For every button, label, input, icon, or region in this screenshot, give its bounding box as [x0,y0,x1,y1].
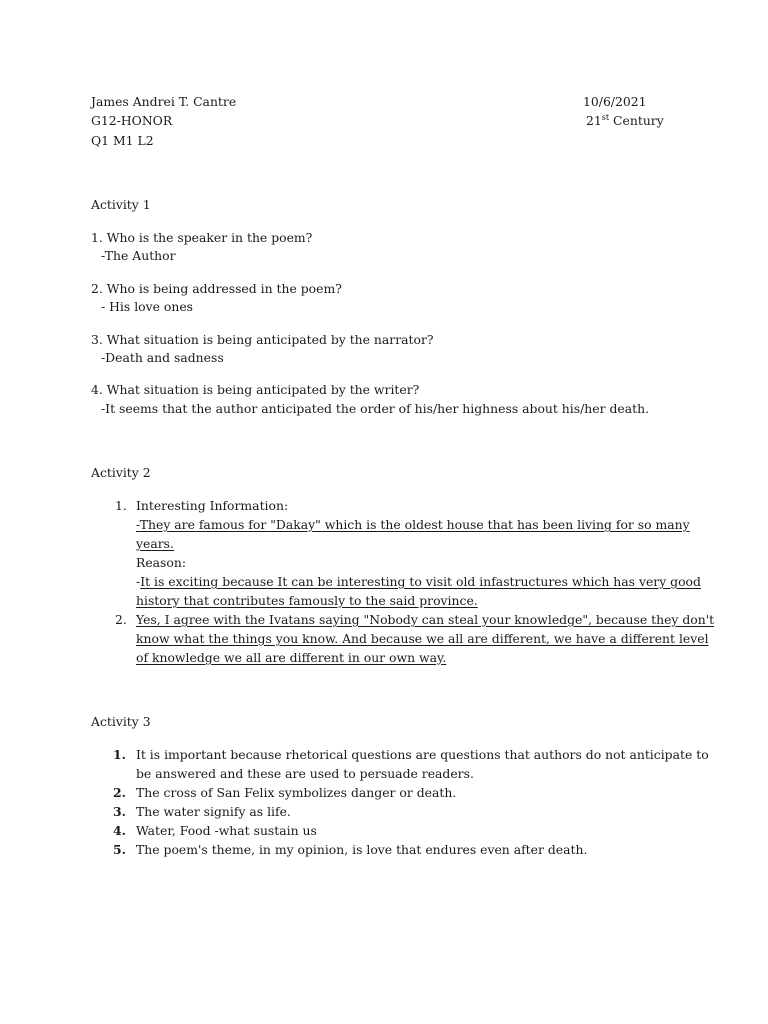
student-name: James Andrei T. Cantre [91,94,237,109]
subject-superscript: st [601,112,610,122]
activity1-title: Activity 1 [91,197,151,212]
module-code: Q1 M1 L2 [91,133,154,148]
document-date: 10/6/2021 [583,94,647,109]
activity1-answer-2: - His love ones [101,299,194,314]
activity3-title: Activity 3 [91,714,151,729]
reason-text-line1: It is exciting because It can be interesting to visit old infastructures which has very good [140,574,701,589]
activity1-question-1: 1. Who is the speaker in the poem? [91,230,313,245]
activity2-item2-number: 2. [115,612,127,627]
activity3-item5-text: The poem's theme, in my opinion, is love that endures even after death. [136,842,588,857]
activity2-info-line1: -They are famous for "Dakay" which is the oldest house that has been living for so many [136,517,690,532]
activity1-answer-4: -It seems that the author anticipated the order of his/her highness about his/her death. [101,401,650,416]
activity3-item4-text: Water, Food -what sustain us [136,823,317,838]
activity2-reason-label: Reason: [136,555,187,570]
activity2-info-line2: years. [136,536,174,551]
activity3-item4-number: 4. [113,823,126,838]
activity3-item3-number: 3. [113,804,126,819]
activity2-title: Activity 2 [91,465,151,480]
activity3-item5-number: 5. [113,842,126,857]
activity3-item1-line1: It is important because rhetorical questions are questions that authors do not anticipate to [136,747,709,762]
activity3-item2-text: The cross of San Felix symbolizes danger or death. [136,785,457,800]
activity2-item2-line1: Yes, I agree with the Ivatans saying "Nobody can steal your knowledge", because they don't [136,612,715,627]
activity1-question-3: 3. What situation is being anticipated by the narrator? [91,332,434,347]
activity2-item2-line3: of knowledge we all are different in our own way. [136,650,447,665]
activity1-question-4: 4. What situation is being anticipated by the writer? [91,382,420,397]
activity1-question-2: 2. Who is being addressed in the poem? [91,281,342,296]
subject-number: 21 [586,113,602,128]
activity2-reason-line1 [136,572,701,591]
activity1-answer-3: -Death and sadness [101,350,224,365]
activity3-item2-number: 2. [113,785,126,800]
activity3-item1-line2: be answered and these are used to persuade readers. [136,766,474,781]
activity3-item3-text: The water signify as life. [136,804,291,819]
subject-rest: Century [609,113,664,128]
activity2-item1-number: 1. [115,498,127,513]
student-section: G12-HONOR [91,113,173,128]
activity3-item1-number: 1. [113,747,126,762]
activity2-item1-label: Interesting Information: [136,498,289,513]
activity2-reason-line2: history that contributes famously to the said province. [136,593,478,608]
reason-dash: - [136,574,141,589]
activity1-answer-1: -The Author [101,248,176,263]
subject-label [586,111,664,130]
activity2-item2-line2: know what the things you know. And because we all are different, we have a different level [136,631,709,646]
